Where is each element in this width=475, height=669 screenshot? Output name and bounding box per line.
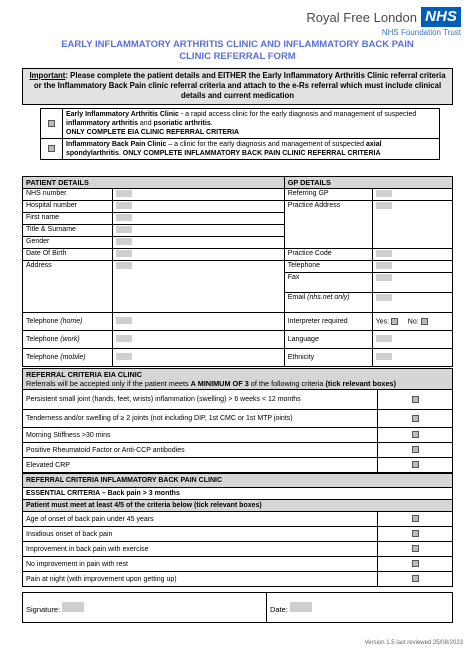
- eia-criterion: Tenderness and/or swelling of ≥ 2 joints (not including DIP, 1st CMC or 1st MTP joints): [23, 410, 378, 428]
- interpreter-label: Interpreter required: [284, 313, 372, 331]
- trust-logo-text: Royal Free London: [306, 10, 417, 25]
- version-footer: Version 1.5 last reviewed 25/08/2023: [364, 640, 463, 646]
- gp-telephone-field[interactable]: [376, 262, 392, 269]
- eia-criteria-header: REFERRAL CRITERIA EIA CLINIC Referrals will be accepted only if the patient meets A MINIMUM OF 3 of the following criteria (tick relevant boxes): [23, 369, 453, 390]
- patient-details-header: PATIENT DETAILS: [23, 177, 285, 189]
- ibp-criterion: Insidious onset of back pain: [23, 527, 378, 542]
- ibp-criteria-table: [22, 473, 453, 587]
- ibp-criterion-checkbox[interactable]: [412, 545, 419, 552]
- practice-code-field[interactable]: [376, 250, 392, 257]
- eia-criterion-checkbox[interactable]: [412, 396, 419, 403]
- ibp-criterion-checkbox[interactable]: [412, 560, 419, 567]
- hospital-number-label: Hospital number: [23, 201, 113, 213]
- fax-label: Fax: [284, 273, 372, 293]
- language-field[interactable]: [376, 335, 392, 342]
- important-notice: Important: Please complete the patient details and EITHER the Early Inflammatory Arthritis Clinic referral criteria or the Inflammatory Back Pain clinic referral criteria and attach to the e-Rs referral which must include clinical details and current medication: [22, 68, 453, 105]
- fax-field[interactable]: [376, 274, 392, 281]
- email-field[interactable]: [376, 294, 392, 301]
- ibp-criterion: Pain at night (with improvement upon getting up): [23, 572, 378, 587]
- eia-clinic-checkbox[interactable]: [48, 120, 55, 127]
- date-cell: Date:: [267, 593, 453, 623]
- gender-label: Gender: [23, 237, 113, 249]
- signature-field[interactable]: [62, 602, 84, 612]
- interpreter-options: Yes: No:: [372, 313, 452, 331]
- nhs-number-field[interactable]: [116, 190, 132, 197]
- ibp-criterion-checkbox[interactable]: [412, 530, 419, 537]
- hospital-number-field[interactable]: [116, 202, 132, 209]
- referring-gp-label: Referring GP: [284, 189, 372, 201]
- nhs-logo: NHS: [421, 7, 461, 27]
- eia-criterion-checkbox[interactable]: [412, 431, 419, 438]
- ibp-criterion-checkbox[interactable]: [412, 575, 419, 582]
- date-field[interactable]: [290, 602, 312, 612]
- tel-work-label: Telephone (work): [23, 331, 113, 349]
- eia-clinic-description: Early Inflammatory Arthritis Clinic - a rapid access clinic for the early diagnosis and management of suspected inflammatory arthritis and psoriatic arthritis. ONLY COMPLETE EIA CLINIC REFERRAL CRITERIA: [63, 109, 440, 139]
- surname-field[interactable]: [116, 226, 132, 233]
- practice-address-label: Practice Address: [284, 201, 372, 249]
- first-name-label: First name: [23, 213, 113, 225]
- surname-label: Title & Surname: [23, 225, 113, 237]
- referring-gp-field[interactable]: [376, 190, 392, 197]
- ibp-criterion: Improvement in back pain with exercise: [23, 542, 378, 557]
- ethnicity-label: Ethnicity: [284, 349, 372, 367]
- details-table: [22, 176, 453, 367]
- gp-details-header: GP DETAILS: [284, 177, 452, 189]
- signature-cell: Signature:: [23, 593, 267, 623]
- eia-criterion: Persistent small joint (hands, feet, wrists) inflammation (swelling) > 6 weeks < 12 months: [23, 390, 378, 410]
- ibp-clinic-description: Inflammatory Back Pain Clinic – a clinic for the early diagnosis and management of suspected axial spondylarthritis. ONLY COMPLETE INFLAMMATORY BACK PAIN CLINIC REFERRAL CRITERIA: [63, 139, 440, 160]
- interpreter-no-checkbox[interactable]: [421, 318, 428, 325]
- ibp-criteria-header: REFERRAL CRITERIA INFLAMMATORY BACK PAIN CLINIC: [23, 474, 453, 488]
- language-label: Language: [284, 331, 372, 349]
- nhs-number-label: NHS number: [23, 189, 113, 201]
- dob-field[interactable]: [116, 250, 132, 257]
- ibp-clinic-checkbox[interactable]: [48, 145, 55, 152]
- address-field[interactable]: [116, 262, 132, 269]
- essential-criteria: ESSENTIAL CRITERIA – Back pain > 3 months: [23, 488, 453, 500]
- signature-table: [22, 592, 453, 623]
- address-label: Address: [23, 261, 113, 313]
- must-meet-note: Patient must meet at least 4/5 of the criteria below (tick relevant boxes): [23, 500, 453, 512]
- eia-criterion: Positive Rheumatoid Factor or Anti-CCP antibodies: [23, 443, 378, 458]
- tel-home-field[interactable]: [116, 317, 132, 324]
- interpreter-yes-checkbox[interactable]: [391, 318, 398, 325]
- form-title: EARLY INFLAMMATORY ARTHRITIS CLINIC AND INFLAMMATORY BACK PAIN CLINIC REFERRAL FORM: [61, 39, 414, 62]
- gender-field[interactable]: [116, 238, 132, 245]
- dob-label: Date Of Birth: [23, 249, 113, 261]
- ethnicity-field[interactable]: [376, 353, 392, 360]
- ibp-criterion-checkbox[interactable]: [412, 515, 419, 522]
- first-name-field[interactable]: [116, 214, 132, 221]
- gp-telephone-label: Telephone: [284, 261, 372, 273]
- ibp-criterion: No improvement in pain with rest: [23, 557, 378, 572]
- eia-criterion-checkbox[interactable]: [412, 446, 419, 453]
- practice-code-label: Practice Code: [284, 249, 372, 261]
- eia-criterion-checkbox[interactable]: [412, 415, 419, 422]
- eia-criteria-table: [22, 368, 453, 473]
- practice-address-field[interactable]: [376, 202, 392, 209]
- eia-criterion: Morning Stiffness >30 mins: [23, 428, 378, 443]
- trust-subtitle: NHS Foundation Trust: [381, 28, 461, 37]
- tel-mobile-label: Telephone (mobile): [23, 349, 113, 367]
- eia-criterion-checkbox[interactable]: [412, 461, 419, 468]
- tel-mobile-field[interactable]: [116, 353, 132, 360]
- ibp-criterion: Age of onset of back pain under 45 years: [23, 512, 378, 527]
- tel-home-label: Telephone (home): [23, 313, 113, 331]
- email-label: Email (nhs.net only): [284, 293, 372, 313]
- tel-work-field[interactable]: [116, 335, 132, 342]
- clinic-choice-table: [40, 108, 440, 160]
- eia-criterion: Elevated CRP: [23, 458, 378, 473]
